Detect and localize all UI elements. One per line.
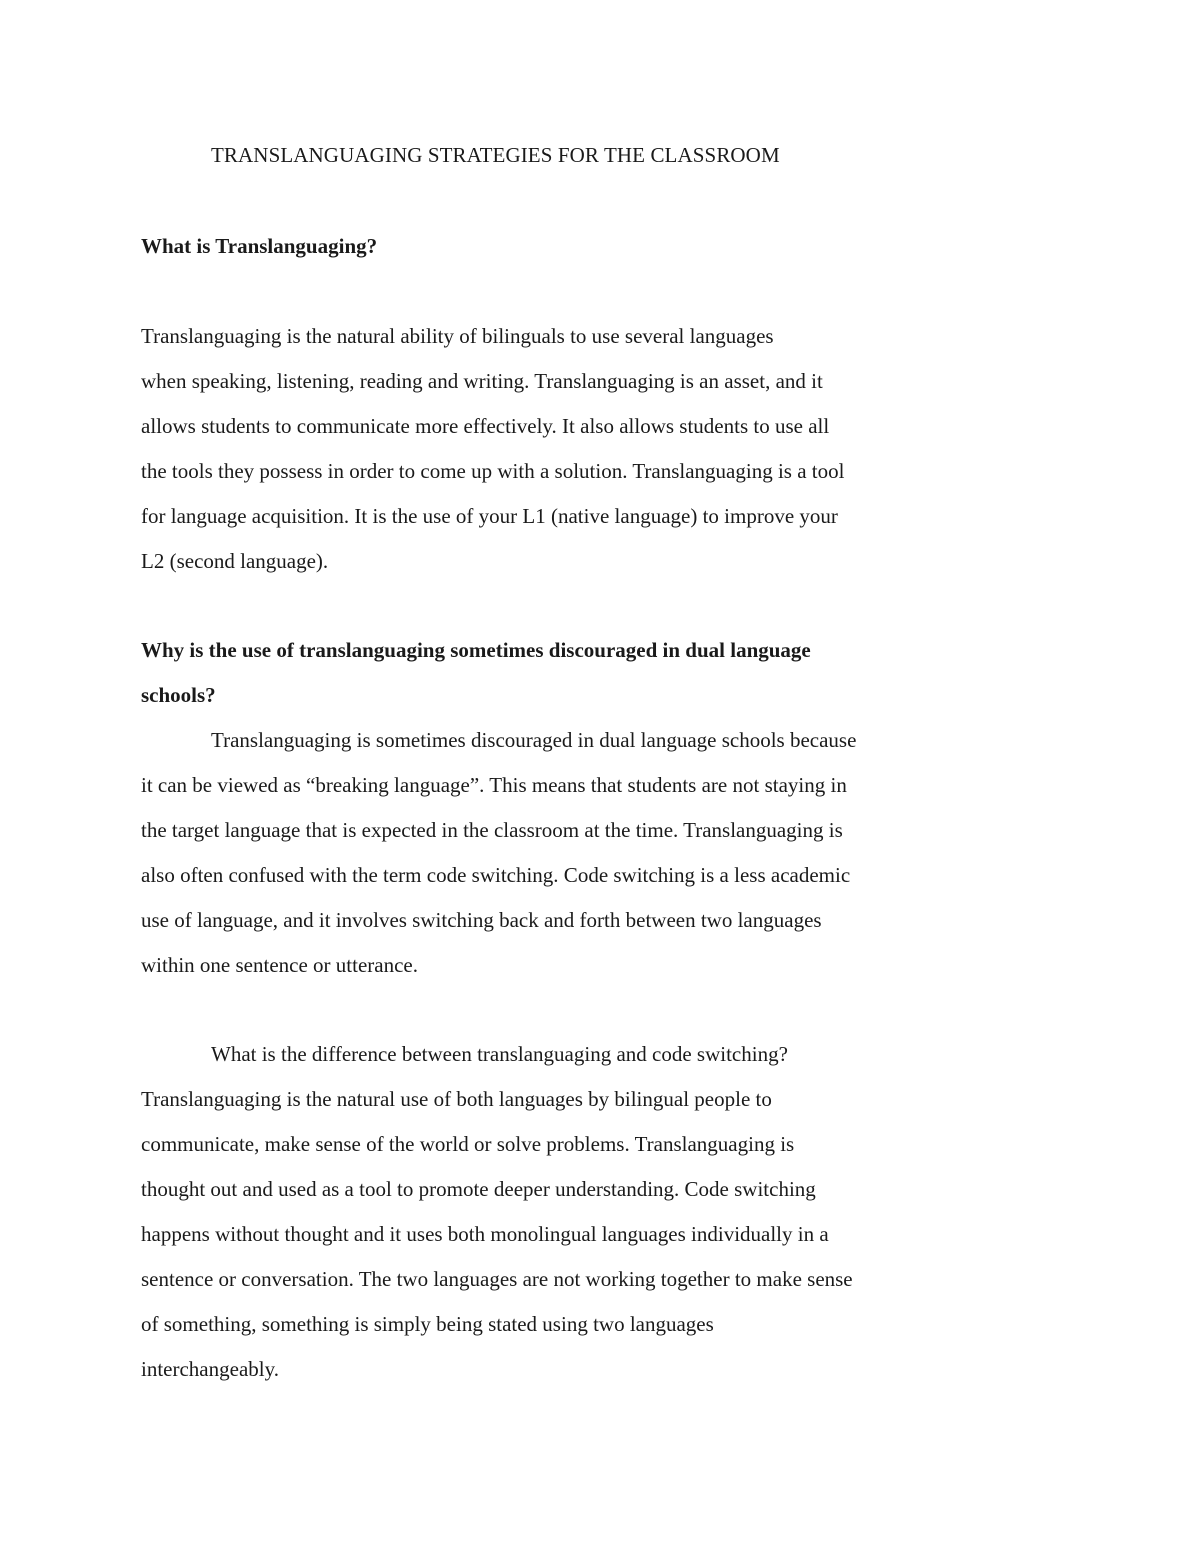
paragraph-line: sentence or conversation. The two languages are not working together to make sense (141, 1267, 853, 1291)
paragraph-line: the target language that is expected in the classroom at the time. Translanguaging is (141, 818, 843, 842)
heading-what-is-translanguaging: What is Translanguaging? (141, 234, 378, 258)
paragraph-line: communicate, make sense of the world or solve problems. Translanguaging is (141, 1132, 795, 1156)
heading-why-discouraged: Why is the use of translanguaging sometimes discouraged in dual language (141, 638, 811, 662)
document-title: TRANSLANGUAGING STRATEGIES FOR THE CLASSROOM (211, 143, 780, 167)
paragraph-line: for language acquisition. It is the use of your L1 (native language) to improve your (141, 504, 838, 528)
paragraph-line: when speaking, listening, reading and writing. Translanguaging is an asset, and it (141, 369, 823, 393)
paragraph-line: happens without thought and it uses both monolingual languages individually in a (141, 1222, 829, 1246)
paragraph-line: Translanguaging is the natural use of both languages by bilingual people to (141, 1087, 772, 1111)
paragraph-line: of something, something is simply being stated using two languages (141, 1312, 714, 1336)
paragraph-line: interchangeably. (141, 1357, 279, 1381)
paragraph-line: Translanguaging is the natural ability of bilinguals to use several languages (141, 324, 774, 348)
heading-why-discouraged-cont: schools? (141, 683, 216, 707)
paragraph-line: thought out and used as a tool to promote deeper understanding. Code switching (141, 1177, 816, 1201)
paragraph-line: the tools they possess in order to come up with a solution. Translanguaging is a tool (141, 459, 845, 483)
paragraph-line: What is the difference between translanguaging and code switching? (211, 1042, 788, 1066)
paragraph-line: use of language, and it involves switching back and forth between two languages (141, 908, 822, 932)
paragraph-line: allows students to communicate more effectively. It also allows students to use all (141, 414, 830, 438)
paragraph-line: it can be viewed as “breaking language”. This means that students are not staying in (141, 773, 847, 797)
paragraph-line: also often confused with the term code switching. Code switching is a less academic (141, 863, 851, 887)
paragraph-line: L2 (second language). (141, 549, 329, 573)
paragraph-line: within one sentence or utterance. (141, 953, 418, 977)
paragraph-line: Translanguaging is sometimes discouraged in dual language schools because (211, 728, 857, 752)
